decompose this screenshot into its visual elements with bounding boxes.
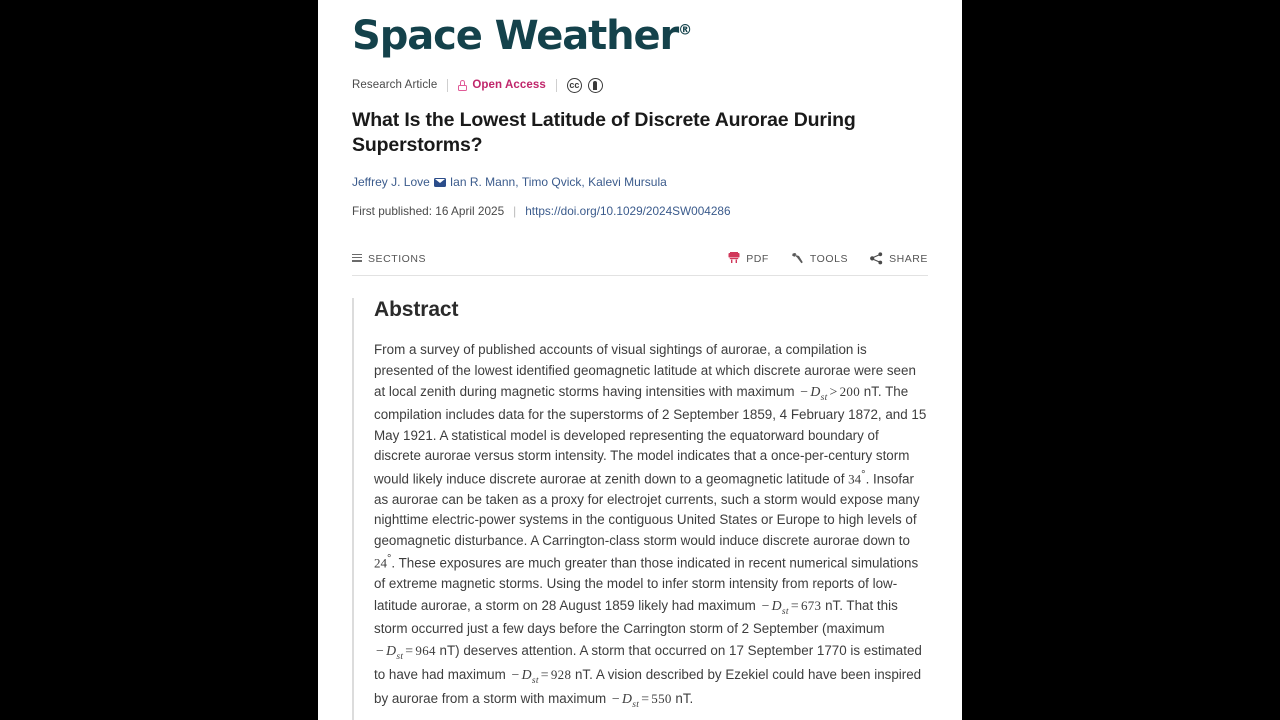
math-sub-3: st xyxy=(396,651,404,662)
math-minus-2: − xyxy=(761,597,770,613)
open-access-badge[interactable] xyxy=(458,80,546,92)
published-label: First published: xyxy=(352,203,432,218)
meta-divider xyxy=(447,79,448,92)
lock-icon xyxy=(458,80,467,91)
abstract-part-8: nT. xyxy=(671,691,694,707)
published-separator: | xyxy=(513,203,517,218)
wrench-icon xyxy=(791,252,804,265)
share-label: SHARE xyxy=(889,252,928,265)
math-op-1: > xyxy=(829,384,838,400)
math-sub-5: st xyxy=(632,699,640,710)
math-var-1: D xyxy=(810,384,821,400)
article-type-label: Research Article xyxy=(352,78,438,91)
math-expression-2 xyxy=(760,597,822,617)
tools-button[interactable] xyxy=(791,252,848,265)
math-var-3: D xyxy=(386,642,397,658)
degree-symbol-1: ° xyxy=(861,468,866,481)
math-op-3: = xyxy=(405,642,414,658)
open-access-label: Open Access xyxy=(472,78,546,91)
math-value-1: 200 xyxy=(839,384,861,400)
toolbar-divider xyxy=(352,275,928,276)
author-2[interactable]: Ian R. Mann, xyxy=(449,174,519,189)
article-content xyxy=(318,0,962,720)
pdf-button[interactable] xyxy=(728,252,769,265)
tools-label: TOOLS xyxy=(809,252,849,265)
page-title: What Is the Lowest Latitude of Discrete Aurorae During Superstorms? xyxy=(352,109,856,156)
degree-symbol-2: ° xyxy=(387,553,392,566)
publication-info xyxy=(352,204,928,219)
author-3[interactable]: Timo Qvick, xyxy=(521,174,585,189)
latitude-value-2: 24 xyxy=(374,555,387,571)
registered-mark: ® xyxy=(678,22,693,39)
share-button[interactable] xyxy=(870,252,928,265)
abstract-heading: Abstract xyxy=(374,298,459,322)
author-1[interactable]: Jeffrey J. Love xyxy=(352,174,430,189)
math-var-4: D xyxy=(521,666,532,682)
math-op-5: = xyxy=(641,691,650,707)
math-op-2: = xyxy=(790,597,799,613)
math-expression-1 xyxy=(798,384,861,403)
math-minus-3: − xyxy=(376,642,385,658)
abstract-part-6: nT) deserves attention. A storm that occurred on 17 September 1770 is estimated to have had maximum xyxy=(374,642,922,682)
journal-logo[interactable] xyxy=(352,0,928,58)
abstract-part-3: . Insofar as aurorae can be taken as a proxy for electrojet currents, such a storm would expose many nighttime electric-power systems in the contiguous United States or Europe to high levels of geomagnetic disturbance. A Carrington-class storm would induce discrete aurorae down to xyxy=(374,471,920,548)
share-icon xyxy=(870,252,883,265)
math-minus-4: − xyxy=(511,666,520,682)
abstract-part-1: From a survey of published accounts of visual sightings of aurorae, a compilation is presented of the lowest identified geomagnetic latitude at which discrete aurorae were seen at local zenith during magnetic storms having intensities with maximum xyxy=(374,342,916,400)
abstract-section xyxy=(352,298,928,720)
latitude-value-1: 34 xyxy=(848,471,862,487)
article-page xyxy=(318,0,962,720)
envelope-icon[interactable] xyxy=(434,178,446,187)
published-date: 16 April 2025 xyxy=(435,203,505,218)
meta-divider-2 xyxy=(556,79,557,92)
journal-logo-text: Space Weather xyxy=(352,13,679,59)
sections-label: SECTIONS xyxy=(368,252,427,265)
doi-link[interactable]: https://doi.org/10.1029/2024SW004286 xyxy=(525,203,731,218)
math-expression-4 xyxy=(509,666,572,686)
list-icon xyxy=(352,254,362,264)
creative-commons-icon[interactable]: cc xyxy=(567,78,582,93)
math-minus-5: − xyxy=(611,691,620,707)
license-icons xyxy=(567,78,603,93)
math-var-5: D xyxy=(621,691,633,707)
toolbar-left xyxy=(352,253,426,265)
pdf-label: PDF xyxy=(746,252,769,265)
math-expression-3 xyxy=(374,642,436,662)
math-sub-1: st xyxy=(820,392,828,403)
author-4[interactable]: Kalevi Mursula xyxy=(588,174,667,189)
article-toolbar xyxy=(352,252,928,275)
math-var-2: D xyxy=(771,597,782,613)
math-value-4: 928 xyxy=(550,666,572,682)
abstract-part-7: nT. A vision described by Ezekiel could have been inspired by aurorae from a storm with maximum xyxy=(374,666,922,707)
math-op-4: = xyxy=(540,666,549,682)
abstract-body xyxy=(374,340,928,712)
toolbar-right xyxy=(728,252,928,265)
creative-commons-by-icon[interactable] xyxy=(588,78,603,93)
abstract-part-5: nT. That this storm occurred just a few days before the Carrington storm of 2 September (maximum xyxy=(374,597,898,637)
sections-button[interactable] xyxy=(352,253,426,265)
math-expression-5 xyxy=(610,691,672,710)
pdf-icon xyxy=(728,252,740,265)
math-value-3: 964 xyxy=(415,642,436,658)
math-value-5: 550 xyxy=(651,691,672,707)
math-minus-1: − xyxy=(800,384,809,400)
math-sub-4: st xyxy=(531,675,539,686)
article-meta-row xyxy=(352,78,928,93)
math-value-2: 673 xyxy=(800,597,822,613)
abstract-part-4: . These exposures are much greater than those indicated in recent numerical simulations of extreme magnetic storms. Using the model to infer storm intensity from reports of low-latitude aurorae, a storm on 28 August 1859 likely had maximum xyxy=(374,555,919,613)
math-sub-2: st xyxy=(781,606,789,617)
abstract-part-2: nT. The compilation includes data for the superstorms of 2 September 1859, 4 February 1872, and 15 May 1921. A statistical model is developed representing the equatorward boundary of discrete aurorae versus storm intensity. The model indicates that a once-per-century storm would likely induce discrete aurorae at zenith down to a geomagnetic latitude of xyxy=(374,384,927,487)
authors-list xyxy=(352,174,928,191)
